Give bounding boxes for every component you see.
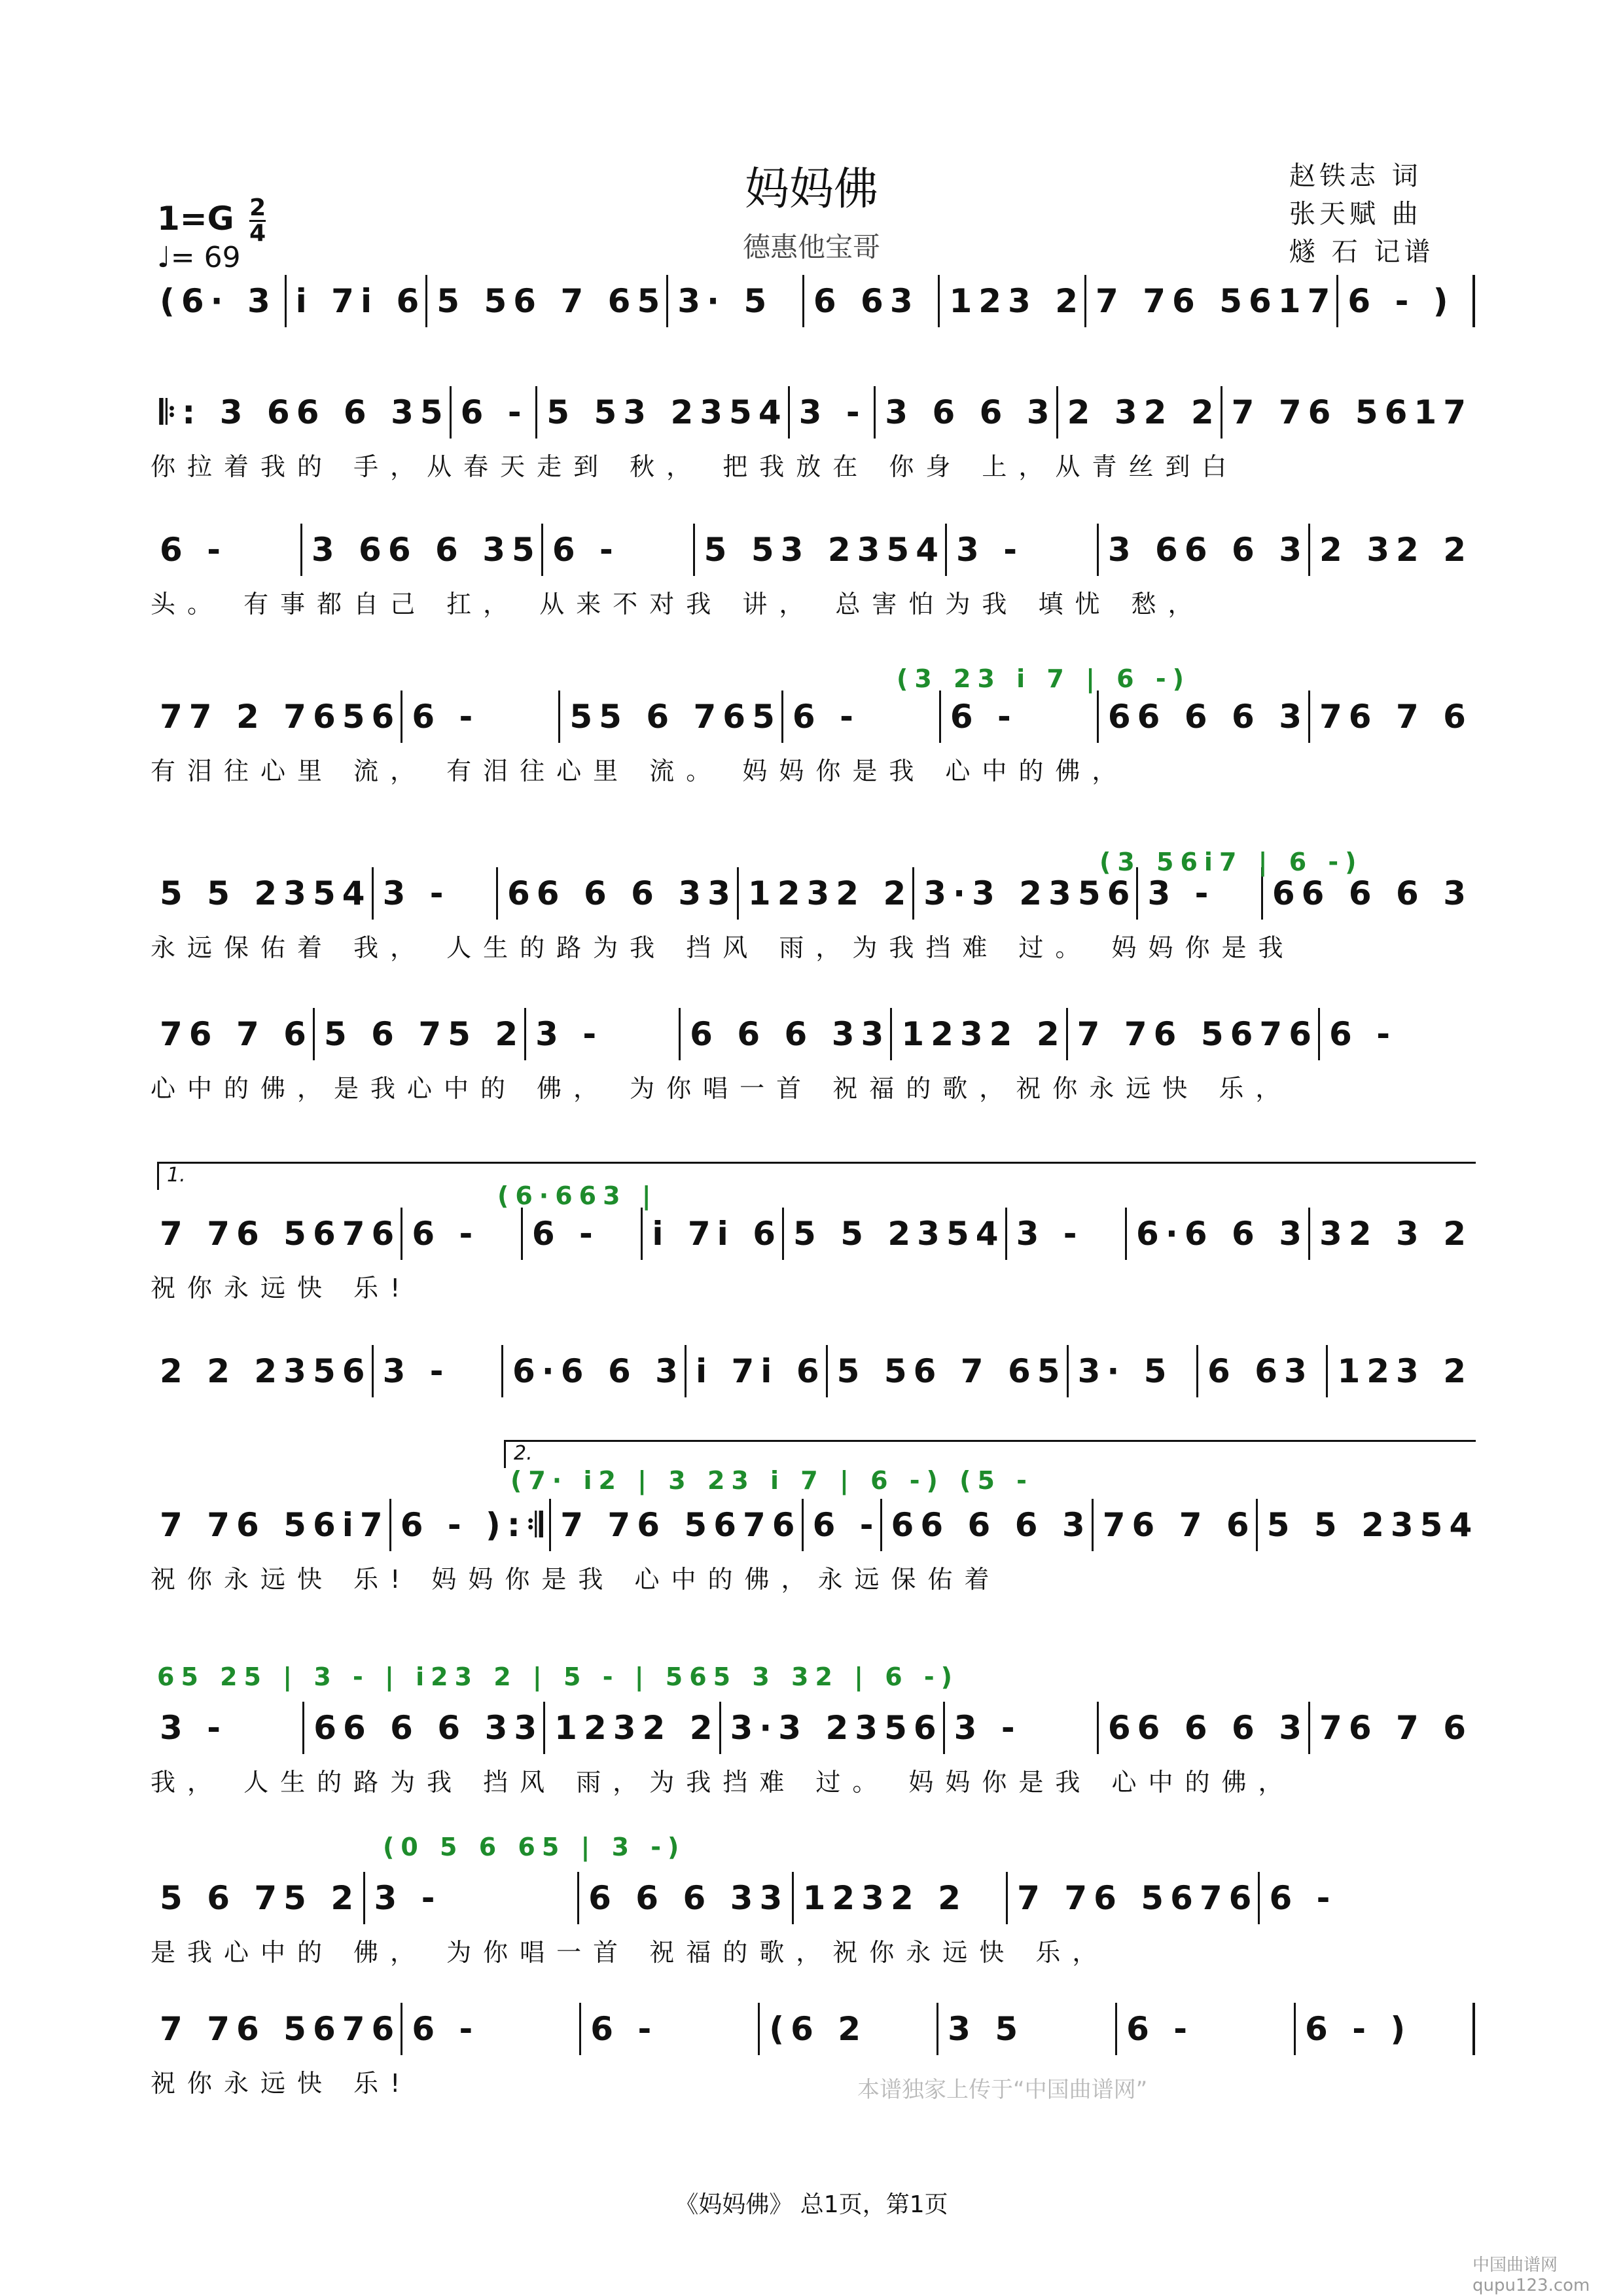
measure: 5 56 7 65 xyxy=(826,1345,1067,1397)
measure: i 7i 6 xyxy=(685,1345,826,1397)
measure: 7 76 5617 xyxy=(1221,386,1472,439)
measure: 123 2 xyxy=(1326,1345,1472,1397)
measure: 6 - xyxy=(160,531,227,569)
measure: 3 - xyxy=(372,867,496,920)
measure: 6 - ) xyxy=(1336,275,1472,327)
measure: 3 - xyxy=(372,1345,501,1397)
lyrics-line: 永远保佑着 我， 人生的路为我 挡风 雨，为我挡难 过。 妈妈你是我 xyxy=(151,933,1295,962)
measure: 2 2 2356 xyxy=(160,1352,372,1390)
measure-row xyxy=(151,275,1475,327)
measure: i 7i 6 xyxy=(285,275,426,327)
measure: 1232 2 xyxy=(792,1872,1007,1924)
measure: 76 7 6 xyxy=(1308,1702,1472,1754)
measure: 6 - xyxy=(401,2003,579,2055)
measure: 6 - xyxy=(1115,2003,1294,2055)
lyrics-line: 祝你永远快 乐! xyxy=(151,2069,412,2098)
measure: 5 53 2354 xyxy=(693,524,945,576)
measure-row xyxy=(151,1345,1472,1397)
measure: 6 - xyxy=(541,524,693,576)
measure: 6 - xyxy=(401,691,558,743)
credits xyxy=(1289,157,1434,271)
measure: 6 6 6 33 xyxy=(679,1008,890,1060)
measure: 5 5 2354 xyxy=(160,874,372,912)
measure: 6 - xyxy=(802,1499,880,1551)
measure: 6 - xyxy=(939,691,1097,743)
measure: 6 63 xyxy=(802,275,938,327)
key-signature: 1=G $\frac{2}{4}$ xyxy=(157,194,266,247)
accompaniment-line: (6·663 | xyxy=(497,1181,658,1210)
measure: 𝄆: 3 66 6 35 xyxy=(160,393,450,431)
measure: 7 76 5617 xyxy=(1084,275,1336,327)
composer: 张天赋 曲 xyxy=(1289,199,1422,229)
measure: 6 - xyxy=(401,1208,520,1260)
measure: 5 6 75 2 xyxy=(160,1879,361,1917)
measure: 5 5 2354 xyxy=(1256,1499,1479,1551)
measure: 3·3 2356 xyxy=(719,1702,943,1754)
measure: 3 5 xyxy=(936,2003,1115,2055)
measure: 6·6 6 3 xyxy=(1125,1208,1308,1260)
measure: 6 - xyxy=(450,386,536,439)
measure-row xyxy=(151,1499,1479,1551)
measure: 5 53 2354 xyxy=(535,386,787,439)
measure: 7 76 5676 xyxy=(1066,1008,1318,1060)
measure: 7 76 5676 xyxy=(160,1215,401,1253)
measure-row xyxy=(151,2003,1475,2055)
measure: (6· 3 xyxy=(160,282,277,320)
measure: 2 32 2 xyxy=(1308,524,1472,576)
measure: 3 - xyxy=(1005,1208,1125,1260)
measure: 7 76 5676 xyxy=(1006,1872,1258,1924)
measure: 66 6 6 3 xyxy=(880,1499,1092,1551)
lyrics-line: 有泪往心里 流， 有泪往心里 流。 妈妈你是我 心中的佛， xyxy=(151,757,1129,785)
measure: 3· 5 xyxy=(666,275,802,327)
measure: 5 6 75 2 xyxy=(313,1008,524,1060)
measure: 6 - xyxy=(1258,1872,1472,1924)
performer: 德惠他宝哥 xyxy=(742,231,880,263)
site-logo: 中国曲谱网 qupu123.com xyxy=(1472,2255,1590,2295)
measure: 66 6 6 3 xyxy=(1261,867,1472,920)
lyrics-line: 是我心中的 佛， 为你唱一首 祝福的歌，祝你永远快 乐， xyxy=(151,1938,1109,1967)
measure: 6 - xyxy=(579,2003,758,2055)
measure: 3 - xyxy=(945,524,1097,576)
measure: 3· 5 xyxy=(1067,1345,1196,1397)
measure: 3 - xyxy=(524,1008,679,1060)
volta-second: 2. xyxy=(504,1440,1476,1468)
lyricist: 赵铁志 词 xyxy=(1289,161,1422,191)
lyrics-line: 你拉着我的 手，从春天走到 秋， 把我放在 你身 上，从青丝到白 xyxy=(151,452,1239,481)
measure: 6 - ) xyxy=(1294,2003,1472,2055)
page-footer: 《妈妈佛》 总1页，第1页 xyxy=(675,2191,948,2218)
measure: 6 6 6 33 xyxy=(577,1872,792,1924)
measure: 76 7 6 xyxy=(160,1015,313,1053)
measure: 76 7 6 xyxy=(1092,1499,1256,1551)
watermark: 本谱独家上传于“中国曲谱网” xyxy=(857,2077,1148,2103)
measure: 3 - xyxy=(363,1872,578,1924)
measure-row xyxy=(151,691,1472,743)
measure: 1232 2 xyxy=(737,867,912,920)
lyrics-line: 祝你永远快 乐! 妈妈你是我 心中的佛，永远保佑着 xyxy=(151,1565,1001,1594)
measure: 7 76 5676 xyxy=(160,2010,401,2048)
measure-row xyxy=(151,1008,1472,1060)
measure: 3 66 6 35 xyxy=(300,524,541,576)
accompaniment-line: (3 56i7 | 6 -) xyxy=(1099,848,1363,876)
accompaniment-line: (3 23 i 7 | 6 -) xyxy=(897,664,1190,693)
lyrics-line: 心中的佛，是我心中的 佛， 为你唱一首 祝福的歌，祝你永远快 乐， xyxy=(151,1074,1293,1103)
measure-row xyxy=(151,1702,1472,1754)
measure: 7 76 56i7 xyxy=(160,1506,389,1544)
measure: 3 - xyxy=(788,386,874,439)
accompaniment-line: (7· i2 | 3 23 i 7 | 6 -) (5 - xyxy=(510,1466,1033,1495)
measure: 3 - xyxy=(1136,867,1260,920)
transcriber: 燧 石 记谱 xyxy=(1289,237,1435,267)
lyrics-line: 我， 人生的路为我 挡风 雨，为我挡难 过。 妈妈你是我 心中的佛， xyxy=(151,1768,1295,1797)
measure: 123 2 xyxy=(938,275,1084,327)
measure: 5 56 7 65 xyxy=(425,275,666,327)
measure: 3·3 2356 xyxy=(912,867,1136,920)
measure: 66 6 6 3 xyxy=(1097,691,1308,743)
lyrics-line: 头。 有事都自己 扛， 从来不对我 讲， 总害怕为我 填忧 愁， xyxy=(151,590,1205,619)
measure: 32 3 2 xyxy=(1308,1208,1472,1260)
measure: 5 5 2354 xyxy=(782,1208,1005,1260)
measure: 6·6 6 3 xyxy=(501,1345,685,1397)
measure: 3 6 6 3 xyxy=(874,386,1056,439)
measure: i 7i 6 xyxy=(641,1208,782,1260)
measure: 1232 2 xyxy=(543,1702,719,1754)
measure: 7 76 5676 xyxy=(549,1499,801,1551)
measure: 6 - xyxy=(781,691,939,743)
measure: 3 - xyxy=(160,1709,227,1747)
measure: 6 - xyxy=(521,1208,641,1260)
measure: 66 6 6 3 xyxy=(1097,1702,1308,1754)
accompaniment-line: (0 5 6 65 | 3 -) xyxy=(383,1833,686,1861)
measure: 6 - ):𝄇 xyxy=(389,1499,550,1551)
measure-row xyxy=(151,524,1472,576)
measure-row xyxy=(151,1208,1472,1260)
measure: 55 6 765 xyxy=(558,691,781,743)
measure: 6 63 xyxy=(1196,1345,1326,1397)
lyrics-line: 祝你永远快 乐! xyxy=(151,1274,412,1302)
measure: 1232 2 xyxy=(890,1008,1065,1060)
measure: (6 2 xyxy=(758,2003,936,2055)
measure: 76 7 6 xyxy=(1308,691,1472,743)
measure-row xyxy=(151,1872,1472,1924)
measure: 3 - xyxy=(943,1702,1097,1754)
measure: 6 - xyxy=(1318,1008,1472,1060)
volta-first: 1. xyxy=(157,1162,1476,1190)
accompaniment-line: 65 25 | 3 - | i23 2 | 5 - | 565 3 32 | 6 -) xyxy=(157,1662,959,1691)
measure: 66 6 6 33 xyxy=(496,867,737,920)
measure-row xyxy=(151,386,1472,439)
measure: 2 32 2 xyxy=(1056,386,1221,439)
tempo-mark: ♩= 69 xyxy=(157,241,241,274)
song-title: 妈妈佛 xyxy=(744,164,878,215)
measure: 3 66 6 3 xyxy=(1097,524,1308,576)
measure: 77 2 7656 xyxy=(160,698,401,736)
measure: 66 6 6 33 xyxy=(302,1702,543,1754)
